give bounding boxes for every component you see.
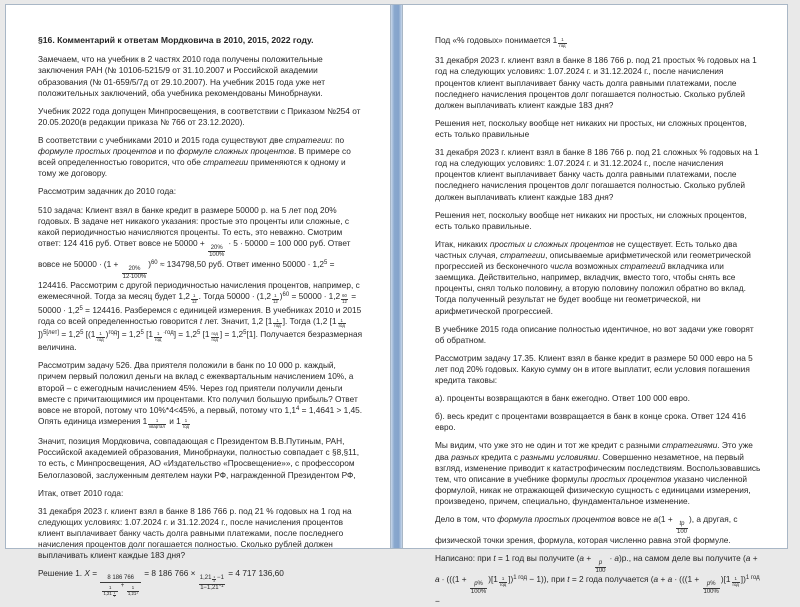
paragraph: Рассмотрим задачник до 2010 года:	[38, 186, 177, 197]
document-page-right	[402, 4, 788, 606]
paragraph: Итак, ответ 2010 года:	[38, 487, 124, 498]
paragraph: Итак, никаких простых и сложных процентов не существует. Есть только два частных случая, стратегии, описываемые арифметической или геометрической прогрессией из бесконечного числа возможных стратегий вкладчика или заемщика. Действительно, например, вкладчик, вместо того, чтобы снять все проценты, снял только половину, а вторую половину положил обратно во вклад. Тогда полученный результат не будет вообще ни геометрической, ни арифметической прогрессией.	[435, 238, 751, 316]
paragraph: Решение 1. X = 8 186 766 1 1,21 $^{\frac{1}{2}}$ + $\frac{1}{1,21^1}$ = 8 186 766 × 1,21 $^{\frac{1}{2}}$ −1 $1-1,21^{-1}$ = 4 717 136,60	[38, 568, 284, 599]
paragraph: Значит, позиция Мордковича, совпадающая с Президентом В.В.Путиным, РАН, Российской академией образования, Минобрнауки, полностью совпадает с §8,§11, то есть, с Минпросвещения, АО «Издательство «Просвещение»», с профессором Белоглазовой, заслуженным деятелем науки РФ, награжденной Президентом РФ,	[38, 436, 360, 480]
paragraph: 31 декабря 2023 г. клиент взял в банке 8 186 766 р. под 21 % годовых на 1 год на следующих условиях: 1.07.2024 г. и 31.12.2024 г., после начисления процентов клиент выплачивает банку часть долга равными платежами, после последнего начисления процентов долг погашается полностью. Сколько рублей должен выплачивать клиент каждые 183 дня?	[38, 505, 352, 561]
paragraph: а). проценты возвращаются в банк ежегодно. Ответ 100 000 евро.	[435, 393, 690, 404]
paragraph: Мы видим, что уже это не один и тот же кредит с разными стратегиями. Это уже два разных кредита с разными условиями. Совершенно незаметное, на первый взгляд, изменение приводит к катастрофическим последствиям. Воспользовавшись тем, что описание в учебнике формулы простых процентов указано численной формулой, никак не отражающей физическую сущность с единицами измерения, произведено, причем, специально, фундаментальное изменение.	[435, 440, 761, 507]
paragraph: Решения нет, поскольку вообще нет никаких ни простых, ни сложных процентов, есть только правильные	[435, 117, 747, 139]
page-left-body	[38, 54, 364, 598]
paragraph: Написано: при t = 1 год вы получите (a + $\frac{p}{100}$ ∙ a)р., на самом деле вы получите (a + a ∙ (((1 + $\frac{p\%}{100\%}$ )[1 $^{\frac{1}{\text{год}}}$ ])$^{1 год}$ − 1)), при t = 2 года получается (a + a ∙ (((1 + $\frac{p\%}{100\%}$ )[1 $^{\frac{1}{\text{год}}}$ ])$^{1 год}$ −	[435, 553, 760, 606]
paragraph: 31 декабря 2023 г. клиент взял в банке 8 186 766 р. под 21 сложных % годовых на 1 год на следующих условиях: 1.07.2024 г. и 31.12.2024 г., после начисления процентов клиент выплачивает банку часть долга равными платежами, после последнего начисления процентов долг погашается полностью. Сколько рублей должен выплачивать клиент каждые 183 дня?	[435, 147, 759, 202]
paragraph: 510 задача: Клиент взял в банке кредит в размере 50000 р. на 5 лет под 20% годовых. В задаче нет никакого указания: простые это проценты или сложные, с какой периодичностью начисляются проценты. То есть, это неважно. Смотрим ответ: 124 416 руб. Ответ вовсе не 50000 + $\frac{20\%}{100\%}$ ∙ 5 ∙ 50000 = 100 000 руб. Ответ вовсе не 50000 ∙ (1 + $\frac{20\%}{12\cdot 100\%}$ )$^{60}$ ≈ 134798,50 руб. Ответ именно $50000 \cdot 1,2^5 = 124416$. Рассмотрим с другой периодичностью начисления процентов, например, с ежемесячной. Тогда за месяц будет 1,2 $^{\frac{1}{12}}$ . Тогда 50000 ∙ (1,2 $^{\frac{1}{12}}$ )$^{60}$ = 50000 ∙ 1,2 $^{\frac{60}{12}}$ = $50000 \cdot 1,2^5 = 124416$. Разберемся с единицей измерения. В учебниках 2010 и 2015 года со всей определенностью говорится t лет. Значит, 1,2 [1 $^{\frac{1}{\text{год}}}$ ]. Тогда (1,2 [1 $^{\frac{1}{\text{год}}}$ ])$^{5[лет]} = 1,2^5$ [(1 $^{\frac{1}{\text{год}}}$ )$^{год}] = 1,2^5$ [1 $^{\frac{1}{\text{год}} \cdot год}] = 1,2^5$ [1 $^{\frac{\text{год}}{\text{год}}}$ ] = $1,2^5[1]$. Получается безразмерная величина.	[38, 204, 363, 353]
paragraph: 31 декабря 2023 г. клиент взял в банке 8 186 766 р. под 21 простых % годовых на 1 год на следующих условиях: 1.07.2024 г. и 31.12.2024 г., после начисления процентов клиент выплачивает банку часть долга равными платежами, после последнего начисления процентов долг погашается полностью. Сколько рублей должен выплачивать клиент каждые 183 дня?	[435, 55, 757, 110]
paragraph: Дело в том, что формула простых процентов вовсе не a(1 + $\frac{tp}{100}$ ), а другая, с физической точки зрения, формула, которая численно равна этой формуле.	[435, 514, 738, 546]
paragraph: Рассмотрим задачу 526. Два приятеля положили в банк по 10 000 р. каждый, причем первый положил деньги на вклад с ежеквартальным начислением 10%, а второй – с ежегодным начислением 45%. Через год приятели получили деньги вместе с причитающимися им процентами. Кто получил большую прибыль? Ответ вовсе не второй, потому что 10%*4<45%, а первый, потому что $1,1^4 = 1,4641 > 1,45$. Опять единица измерения 1 $^{\frac{1}{\text{квартал}}}$ и 1 $^{\frac{1}{\text{год}}}$	[38, 360, 363, 429]
document-page-left	[5, 4, 391, 599]
page-gutter	[391, 4, 402, 549]
page-spread	[5, 4, 788, 606]
section-title: §16. Комментарий к ответам Мордковича в 2010, 2015, 2022 году.	[38, 35, 314, 45]
paragraph: Решения нет, поскольку вообще нет никаких ни простых, ни сложных процентов, есть только правильные.	[435, 209, 747, 231]
paragraph: Рассмотрим задачу 17.35. Клиент взял в банке кредит в размере 50 000 евро на 5 лет под 20% годовых. Какую сумму он в итоге выплатит, если условия погашения кредита таковы:	[435, 352, 753, 386]
paragraph: В соответствии с учебниками 2010 и 2015 года существуют две стратегии: по формуле простых процентов и по формуле сложных процентов. В примере со всей определенностью говорится, что обе стратегии применяются к одному и тому же договору.	[38, 135, 351, 179]
paragraph: В учебнике 2015 года описание полностью идентичное, но вот задачи уже говорят об обратном.	[435, 323, 754, 345]
paragraph: Учебник 2022 года допущен Минпросвещения, в соответствии с Приказом №254 от 20.05.2020(в редакции приказа № 766 от 23.12.2020).	[38, 105, 361, 127]
paragraph: б). весь кредит с процентами возвращается в банк в конце срока. Ответ 124 416 евро.	[435, 411, 746, 433]
paragraph: Замечаем, что на учебник в 2 частях 2010 года получены положительные заключения РАН (№ 10106-5215/9 от 31.10.2007 и Российской академии образования (№ 01-659/5/7д от 29.10.2007). На учебник 2015 года уже нет положительных заключений, оба учебника рекомендованы Минобрнауки.	[38, 54, 326, 98]
page-right-body	[435, 35, 761, 607]
paragraph: Под «% годовых» понимается 1 $^{\frac{1}{\text{год}}}$	[435, 35, 566, 48]
